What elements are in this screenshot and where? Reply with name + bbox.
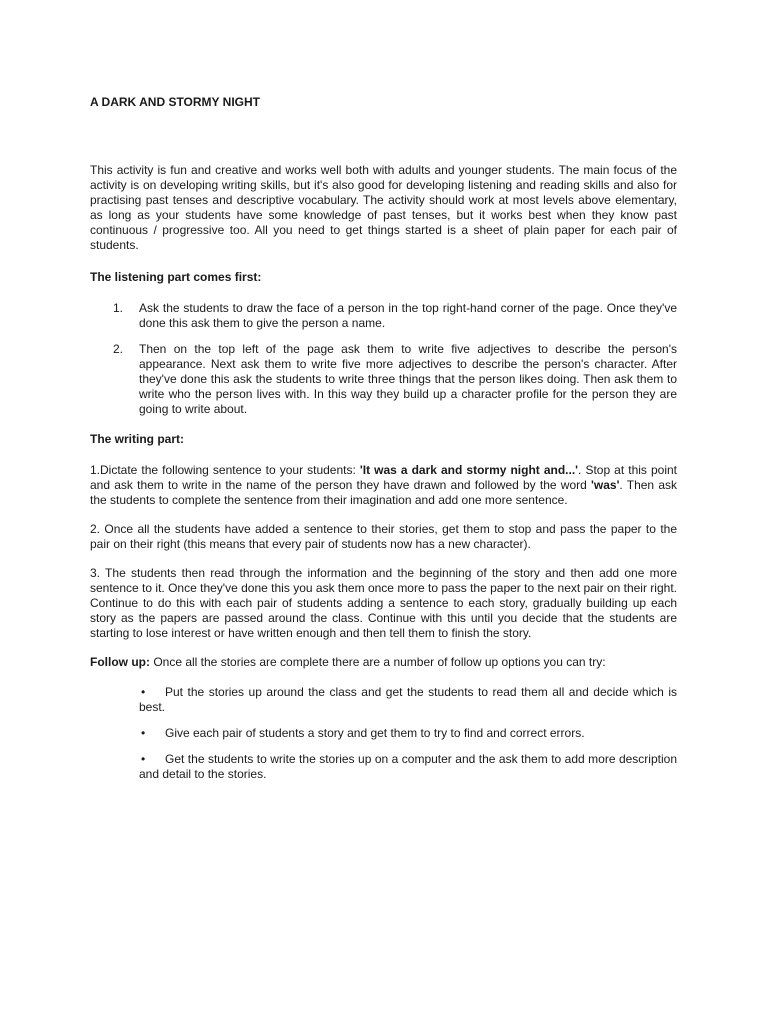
writing-step-2: 2. Once all the students have added a sentence to their stories, get them to stop and pass the paper to the pair on their right (this means that every pair of students now has a new character). [90, 522, 677, 551]
follow-up-list [90, 685, 677, 782]
follow-up-paragraph [90, 655, 677, 670]
list-item [139, 752, 677, 782]
intro-paragraph: This activity is fun and creative and works well both with adults and younger students. The main focus of the activity is on developing writing skills, but it's also good for developing listening and reading skills and also for practising past tenses and descriptive vocabulary. The activity should work at most levels above elementary, as long as your students have some knowledge of past tenses, but it works best when they know past continuous / progressive too. All you need to get things started is a sheet of plain paper for each pair of students. [90, 163, 677, 252]
list-item-text: Ask the students to draw the face of a person in the top right-hand corner of the page. Once they've done this ask them to give the person a name. [139, 301, 677, 330]
list-item-number: 2. [113, 342, 124, 356]
list-item-text: Put the stories up around the class and get the students to read them all and decide which is best. [139, 685, 677, 714]
writing-step-1-text: 1.Dictate the following sentence to your students: [90, 463, 360, 477]
writing-step-1 [90, 463, 677, 508]
list-item-text: Give each pair of students a story and get them to try to find and correct errors. [165, 726, 585, 740]
follow-up-label: Follow up: [90, 655, 150, 669]
writing-heading: The writing part: [90, 432, 184, 446]
writing-step-3: 3. The students then read through the information and the beginning of the story and then add one more sentence to it. Once they've done this you ask them once more to pass the paper to the next pair on their right. Continue to do this with each pair of students adding a sentence to each story, gradually building up each story as the papers are passed around the class. Continue with this until you decide that the students are starting to lose interest or have written enough and then tell them to finish the story. [90, 566, 677, 640]
listening-heading: The listening part comes first: [90, 270, 262, 284]
list-item-text: Get the students to write the stories up on a computer and the ask them to add more description and detail to the stories. [139, 752, 677, 781]
dictation-sentence: 'It was a dark and stormy night and...' [359, 463, 579, 477]
bullet-icon: • [141, 752, 146, 766]
listening-list [90, 301, 677, 417]
list-item [113, 301, 677, 331]
bullet-icon: • [141, 685, 146, 699]
list-item-text: Then on the top left of the page ask them to write five adjectives to describe the person's appearance. Next ask them to write five more adjectives to describe the person's character. After they've done this ask the students to write three things that the person likes doing. Then ask them to write who the person lives with. In this way they build up a character profile for the person they are going to write about. [139, 342, 677, 416]
writing-step-1-text: . Then ask the students to complete the sentence from their imagination and add one more sentence. [90, 478, 677, 507]
list-item-number: 1. [113, 301, 124, 315]
document-page [90, 95, 677, 793]
bullet-icon: • [141, 726, 146, 740]
document-title: A DARK AND STORMY NIGHT [90, 95, 261, 109]
list-item [139, 726, 677, 741]
writing-step-1-text: . Stop at this point and ask them to write in the name of the person they have drawn and followed by the word [90, 463, 677, 492]
follow-up-text: Once all the stories are complete there are a number of follow up options you can try: [149, 655, 606, 669]
list-item [113, 342, 677, 417]
list-item [139, 685, 677, 715]
keyword-was: 'was' [591, 478, 620, 492]
